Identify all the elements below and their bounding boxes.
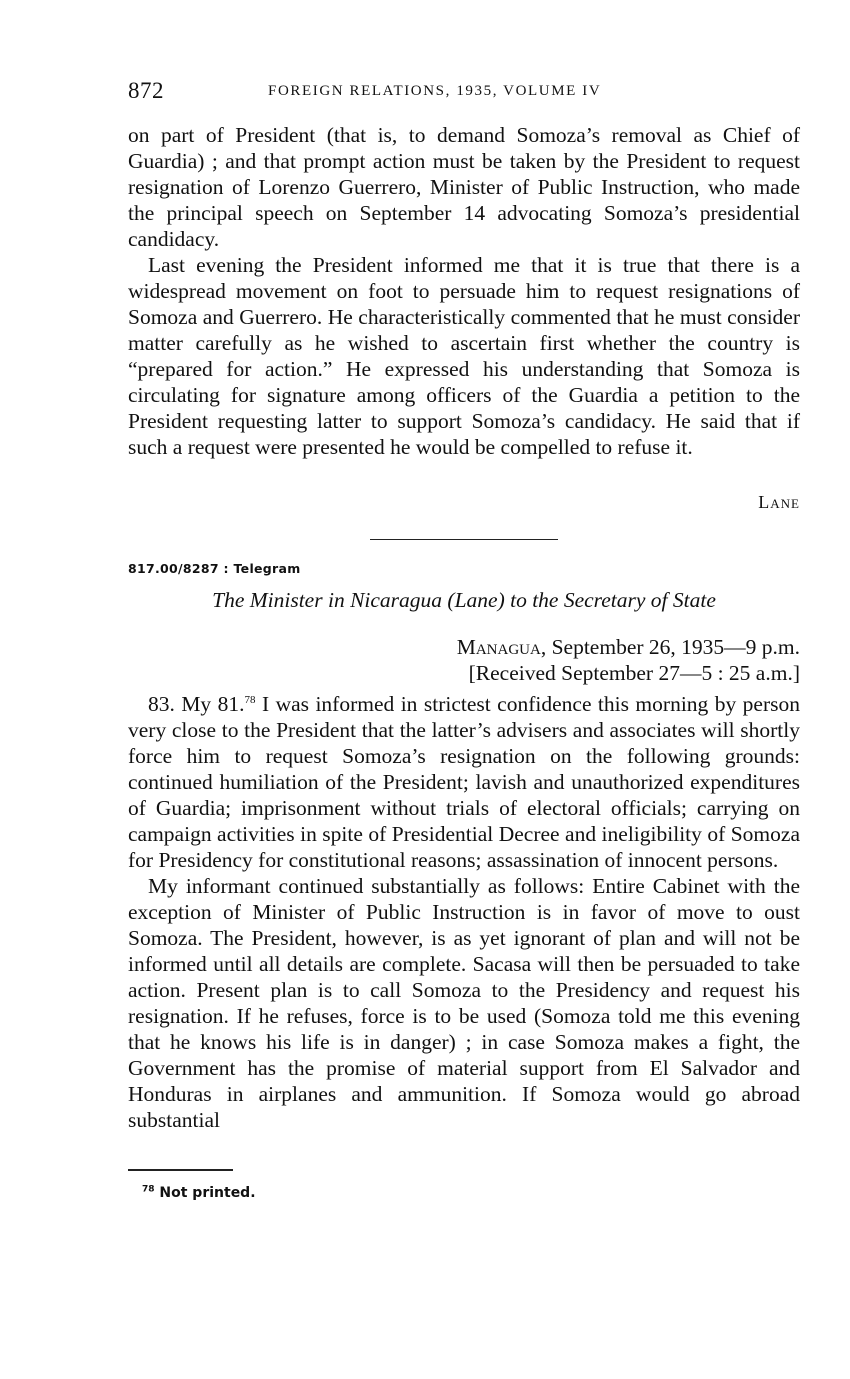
footnote-reference: 78 — [244, 693, 256, 706]
paragraph: on part of President (that is, to demand Somoza’s removal as Chief of Guardia) ; and that prompt action must be taken by the President to request resignation of Lorenzo Guerrero, Minister of Public Instruction, who made the principal speech on September 14 advocating Somoza’s presidential candidacy. — [128, 123, 800, 251]
footnote — [142, 1185, 256, 1201]
dateline-received: [Received September 27—5 : 25 a.m.] — [468, 661, 800, 685]
dateline-place: Managua — [456, 635, 541, 659]
section-divider — [370, 539, 558, 540]
page-number: 872 — [128, 78, 164, 103]
signature: Lane — [758, 492, 800, 512]
dateline-date: , September 26, 1935—9 p.m. — [540, 635, 800, 659]
file-reference: 817.00/8287 : Telegram — [128, 561, 301, 576]
footnote-rule — [128, 1169, 233, 1171]
paragraph: My informant continued substantially as follows: Entire Cabinet with the exception of Minister of Public Instruction is in favor of move to oust Somoza. The President, however, is as yet ignorant of plan and will not be informed until all details are complete. Sacasa will then be persuaded to take action. Present plan is to call Somoza to the Presidency and request his resignation. If he refuses, force is to be used (Somoza told me this evening that he knows his life is in danger) ; in case Somoza makes a fight, the Government has the promise of material support from El Salvador and Honduras in airplanes and ammunition. If Somoza would go abroad substantial — [128, 874, 800, 1132]
page-header — [128, 78, 800, 108]
document-title: The Minister in Nicaragua (Lane) to the Secretary of State — [212, 588, 716, 612]
footnote-text: Not printed. — [154, 1185, 256, 1201]
continued-telegram-text — [128, 122, 800, 460]
paragraph-rest: I was informed in strictest confidence this morning by person very close to the President that the latter’s advisers and associates will shortly force him to request Somoza’s resignation on the following grounds: continued humiliation of the President; lavish and unauthorized expenditures of Guardia; imprisonment without trials of electoral officials; carrying on campaign activities in spite of Presidential Decree and ineligibility of Somoza for Presidency for constitutional reasons; assassination of innocent persons. — [128, 692, 800, 872]
running-head: FOREIGN RELATIONS, 1935, VOLUME IV — [268, 83, 602, 99]
footnote-number: 78 — [142, 1184, 155, 1195]
paragraph: Last evening the President informed me that it is true that there is a widespread movement on foot to persuade him to request resignations of Somoza and Guerrero. He characteristically commented that he must consider matter carefully as he wished to ascertain first whether the country is “prepared for action.” He expressed his understanding that Somoza is circulating for signature among officers of the Guardia a petition to the President requesting latter to support Somoza’s candidacy. He said that if such a request were presented he would be compelled to refuse it. — [128, 253, 800, 459]
paragraph-lead: 83. My 81. — [148, 692, 245, 716]
dateline-sent — [457, 634, 800, 660]
dateline — [457, 634, 800, 686]
paragraph — [128, 691, 800, 873]
telegram-body — [128, 691, 800, 1133]
